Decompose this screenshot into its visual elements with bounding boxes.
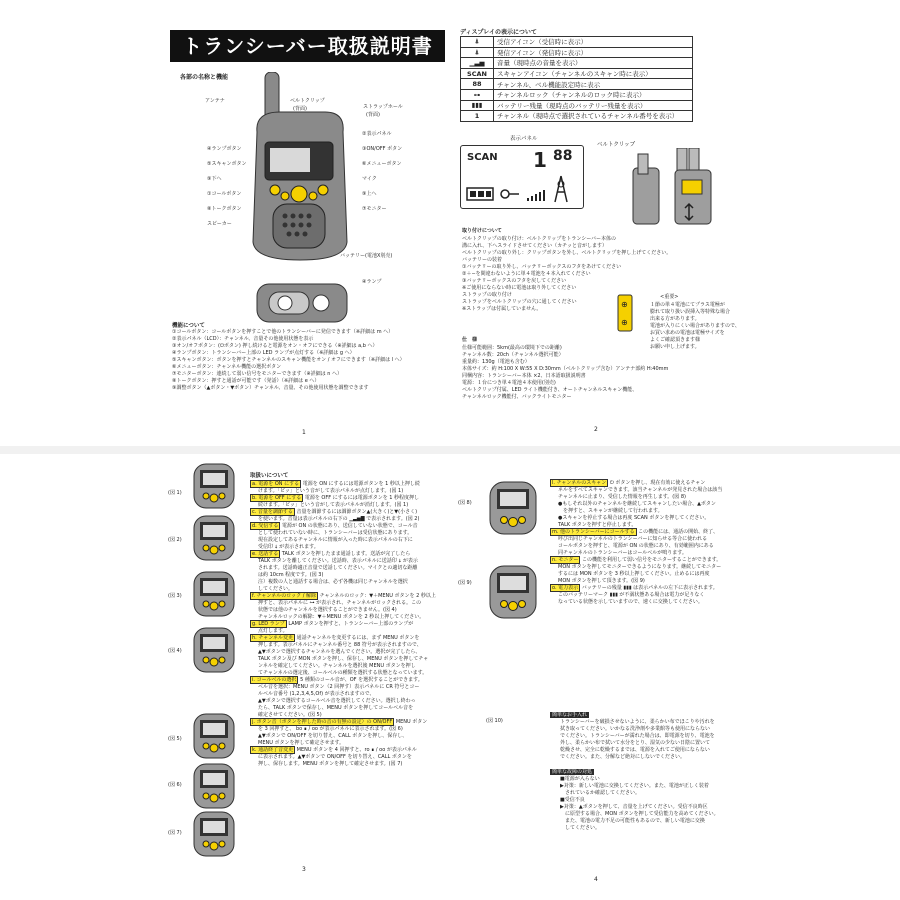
section-line: 電源を OFF にするには電源ボタンを 1 秒程度押し	[304, 495, 420, 501]
section-line: を押すと、スキャンが継続して行われます。	[558, 508, 663, 514]
section-label: b. 電源を OFF にする	[252, 495, 302, 501]
trouble-label: 簡単な故障の対処	[552, 769, 593, 775]
function-item: ⑤スキャンボタン：ボタンを押すとチャンネルのスキャン機能をオン / オフにできます（※詳細は l へ）	[172, 357, 405, 363]
section-label: m. 他のトランシーバーにコールする	[552, 529, 635, 535]
figure-label: (図 3)	[168, 593, 182, 599]
section-line: を使います。音量は表示パネルの右下の ▁▃▅▇ で表示されます。(図 2)	[258, 516, 420, 522]
figure-label: (図 8)	[458, 500, 472, 506]
spec-line: 同梱内容：トランシーバー本体 ×2、日本語取扱説明書	[462, 373, 586, 379]
lcd-number-text: 88	[553, 148, 573, 164]
volume-icon: ▁▃▅	[461, 58, 494, 69]
callout-belt-clip-back: (背面)	[293, 106, 307, 112]
callout-display-panel: ②表示パネル	[362, 131, 392, 137]
section-line: してください。	[258, 586, 294, 592]
device-figure	[490, 566, 536, 618]
caution-line: １節の単４電池にてプラス電極が	[650, 302, 725, 308]
display-icon-table	[460, 36, 693, 122]
table-row	[461, 37, 693, 48]
section-line: ▲▼ボタンで選択するコールベル音を選択してください。選択し終わっ	[258, 698, 416, 704]
rx-icon: ⍋	[461, 47, 494, 58]
section-line: LAMP ボタンを押すと、トランシーバー上部のランプが	[288, 621, 414, 627]
page-number: 3	[302, 866, 306, 873]
caution-line: お願い申し上げます。	[650, 344, 700, 350]
lcd-icons	[461, 146, 583, 208]
usage-heading: 取扱いについて	[250, 473, 289, 479]
callout-scan-button: ⑤スキャンボタン	[207, 161, 247, 167]
section-line: けます。「ピッ」という音がして表示パネルが点灯します。(図 1)	[258, 488, 404, 494]
function-item: ②表示パネル（LCD）：チャンネル、音量その他使用状態を表示	[172, 336, 314, 342]
display-heading: ディスプレイの表示について	[460, 29, 537, 36]
section-line: 注）複数の人と通話する場合は、必ず各機は同じチャンネルを選択	[258, 579, 408, 585]
spec-line: ベルトクリップ付属、LED ライト機能付き、オートチャンネルスキャン機能、	[462, 387, 638, 393]
section-line: たら、TALK ボタンで保存し、MENU ボタンを押してコールベル音を	[258, 705, 414, 711]
page-number: 1	[302, 429, 306, 436]
device-figure	[194, 714, 234, 758]
table-cell: 発信アイコン（発信時に表示）	[494, 47, 693, 58]
table-cell: スキャンアイコン（チャンネルのスキャン時に表示）	[494, 68, 693, 79]
callout-menu-button: ⑥メニューボタン	[362, 161, 402, 167]
callout-antenna: アンテナ	[205, 98, 225, 104]
section-line: MON ボタンを押してモニターできるようになります。継続してモニター	[558, 564, 722, 570]
install-line: ストラップの取り付け	[462, 292, 512, 298]
section-label: d. 受信する	[252, 523, 279, 529]
page-title: トランシーバー取扱説明書	[170, 30, 445, 62]
section-label: k. 通話終了音変更	[252, 747, 294, 753]
section-line: ⏻ ボタンを押し、現在有効に使えるチャン	[609, 480, 706, 486]
section-line: 状態では他のチャンネルを選択することができません。(図 4)	[258, 607, 397, 613]
section-line: を 3 回押すと、 bo ∎ / oo が表示パネルに表示されます。(図 6)	[258, 726, 403, 732]
section-label: h. チャンネル変更	[252, 635, 294, 641]
care-label: 簡単なお手入れ	[552, 712, 588, 718]
figure-label: (図 5)	[168, 736, 182, 742]
function-item: ⑨調整ボタン（▲ボタン・▼ボタン）チャンネル、音量、その他使用状態を調整できます	[172, 385, 369, 391]
section-line: は約 10cm 程度です。(図 3)	[258, 572, 324, 578]
caution-line: よくご確認頂きます様	[650, 337, 701, 343]
usage-sections	[250, 481, 450, 768]
section-line: 受信印 ⍋ が表示されます。	[258, 544, 319, 550]
install-heading: 取り付けについて	[462, 228, 502, 234]
spec-heading: 仕 様	[462, 337, 478, 343]
svg-text:⊕: ⊕	[621, 318, 628, 327]
callout-talk-button: ⑧トークボタン	[207, 206, 242, 212]
page-number: 2	[594, 426, 598, 433]
section-line: TALK ボタンを押したまま通話します。送話が完了したら	[281, 551, 411, 557]
antenna-tower-icon	[555, 176, 567, 202]
section-line: 続けます。「ピッ」という音がして表示パネルが消灯します。(図 1)	[258, 502, 409, 508]
callout-belt-clip: ベルトクリップ	[290, 98, 325, 104]
section-label: n. モニター	[552, 557, 579, 563]
section-line: ●もしそれ以外のチャンネルを継続してスキャンしたい場合、▲ボタン	[558, 501, 716, 507]
section-label: f. チャンネルのロック / 解除	[252, 593, 317, 599]
lcd-panel	[460, 145, 584, 209]
section-line: MENU ボタンを押して確定させます。	[258, 740, 345, 746]
trouble-line: ▶対策：新しい電池に交換してください。また、電池が正しく装着	[560, 783, 709, 789]
section-line: 押すと、表示パネルに ⊶ が表示され、チャンネルがロックされる。この	[258, 600, 422, 606]
section-line: てチャンネルの選定後、コールベルの種類を選択する状態となっています。	[258, 670, 428, 676]
figure-label: (図 10)	[486, 718, 503, 724]
belt-clip-illustration	[625, 148, 725, 228]
table-row	[461, 89, 693, 100]
section-line: チャンネルのロック：▼＋MENU ボタンを 2 秒以上	[319, 593, 436, 599]
section-line: MENU ボタン	[395, 719, 428, 725]
device-figure	[194, 764, 234, 808]
scan-icon: SCAN	[461, 68, 494, 79]
table-row	[461, 47, 693, 58]
trouble-line: してください。	[560, 825, 601, 831]
volume-bars-icon	[527, 190, 545, 201]
trouble-line: ■電源が入らない	[560, 776, 600, 782]
section-label: o. 電力表示	[552, 585, 579, 591]
caution-heading: <重要>	[660, 294, 679, 300]
callout-monitor: ⑦モニター	[362, 206, 387, 212]
section-line: ルベル音番号 (1,2,3,4,5,Of) が表示されますので、	[258, 691, 375, 697]
care-line: でください。トランシーバーが濡れた場合は、即電源を切り、電池を	[560, 733, 715, 739]
table-cell: チャンネルロック（チャンネルのロック時に表示）	[494, 89, 693, 100]
callout-strap-hole-back: (背面)	[366, 112, 380, 118]
callout-lamp: ④ランプ	[362, 279, 382, 285]
section-line: この機能には、通話の開始、終了、	[638, 529, 719, 535]
function-item: ①コールボタン：コールボタンを押すことで他のトランシーバーに発信できます（※詳細は m へ）	[172, 329, 394, 335]
section-label: c. 音量を調節する	[252, 509, 293, 515]
install-line: 溝に入れ、下へスライドさせてください（カチッと音がします）	[462, 243, 608, 249]
care-line: 外し、柔らかい布で拭いて水分をとり、湿気の少ない日陰に置いて	[560, 740, 711, 746]
spec-line: チャンネルロック機能付、バックライトモニター	[462, 394, 572, 400]
section-label: i. コールベルの選択	[252, 677, 297, 683]
section-line: ▲▼ボタンで ON/OFF を切り替え、CALL ボタンを押し、保存し、	[258, 733, 408, 739]
care-section	[550, 712, 750, 761]
figure-label: (図 9)	[458, 580, 472, 586]
callout-onoff-button: ③ON/OFF ボタン	[362, 146, 403, 152]
page-separator	[0, 446, 900, 454]
caution-line: 出来る方があります。	[650, 316, 700, 322]
install-line: ベルトクリップの取り外し：クリップボタンを外し、ベルトクリップを押し上げてください。	[462, 250, 672, 256]
section-line: 通話チャンネルを変更するには、まず MENU ボタンを	[296, 635, 420, 641]
install-line: ②＋−を間違わないように単４電池を４本入れてください	[462, 271, 591, 277]
lock-icon	[501, 190, 509, 198]
care-line: でください。また、分解など絶対にしないでください。	[560, 754, 686, 760]
belt-clip-label: ベルトクリップ	[597, 142, 636, 148]
device-figures-page4	[486, 478, 542, 638]
table-row	[461, 79, 693, 90]
function-item: ③オン/オフボタン：(⏻ボタン) 押し続けると電源をオン・オフにできる（※詳細は a,b へ）	[172, 343, 378, 349]
care-line: 乾燥させ、完全に乾燥するまでは、電源を入れてご使用にならない	[560, 747, 710, 753]
section-line: 点灯します。	[258, 628, 288, 634]
section-line: このバッテリーマーク ▮▮▮ が不満状態ある場合は電力が足りなく	[558, 592, 705, 598]
install-line: ①バッテリーの取り外し、バッテリーボックスのフタをあけてください	[462, 264, 622, 270]
install-line: ※ご使用にならない時に電池は取り外してください	[462, 285, 577, 291]
install-line: ③バッテリーボックスのフタを戻してください	[462, 278, 567, 284]
device-figure	[194, 572, 234, 616]
channel-number-icon: 1	[461, 111, 494, 122]
parts-heading: 各部の名称と機能	[180, 74, 229, 81]
trouble-line: に原型する場合、MON ボタンを押して受信能力を高めてください。	[560, 811, 719, 817]
spec-line: 本体サイズ：約 H:100 X W:55 X D:30mm（ベルトクリップ含む）アンテナ部約 H:40mm	[462, 366, 669, 372]
section-label: j. ボタン音（ボタンを押した時の音の有無の設定）の ON/OFF	[252, 719, 393, 725]
section-line: ンネルを確定してください。チャンネルを選択後 MENU ボタンを押し	[258, 663, 416, 669]
install-line: ストラップをベルトクリップの穴に通してください	[462, 299, 577, 305]
section-line: 確定させてください。(図 5)	[258, 712, 322, 718]
section-line: 押します。表示パネルにチャンネル番号と 88 符号が表示されますので、	[258, 642, 422, 648]
spec-line: 重量約：130g（電池も含む）	[462, 359, 530, 365]
function-item: ④ランプボタン：トランシーバー上部の LED ランプが点灯する（※詳細は g へ）	[172, 350, 355, 356]
callout-battery: バッテリー(電池Ⅹ別売)	[340, 253, 393, 259]
page4-sections	[550, 480, 750, 606]
section-line: MENU ボタンを 4 回押すと、ro ∎ / oo が表示パネル	[296, 747, 417, 753]
trouble-line: ■受信不良	[560, 797, 585, 803]
section-line: されます。送話時適正音量で送話してください。マイクとの適切な距離	[258, 565, 418, 571]
figure-label: (図 4)	[168, 648, 182, 654]
device-figure	[194, 464, 234, 508]
section-line: 5 種類のコール音が、OF を選択することができます。	[300, 677, 423, 683]
section-line: 音量を調節するには調節ボタン▲(大きく)と▼(小さく)	[296, 509, 418, 515]
lcd-scan-text: SCAN	[467, 152, 498, 163]
spec-line: 仕様可能範囲：5km(最高の環境下での距離)	[462, 345, 562, 351]
trouble-line: ▶対策：▲ボタンを押して、音量を上げてください。受信不良時区	[560, 804, 708, 810]
care-line: トランシーバーを破損させないように、柔らかい布でほこりや汚れを	[560, 719, 715, 725]
trouble-line: されているか確認してください。	[560, 790, 641, 796]
section-line: コールボタンを押すと、電源が ON の状態にあり、有効範囲内にある	[558, 543, 714, 549]
panel-label: 表示パネル	[510, 136, 538, 142]
trouble-line: また、電池の電力不足の可能性もあるので、新しい電池に交換	[560, 818, 705, 824]
section-line: 呼び出同じチャンネルのトランシーバーに知らせる等合に使われる	[558, 536, 708, 542]
functions-heading: 機能について	[172, 323, 205, 329]
function-item: ⑥メニューボタン：チャンネル機能の選択ボタン	[172, 364, 282, 370]
section-line: TALK ボタンを離してください。送話時、表示パネルに送話印 ⍋ が表示	[258, 558, 418, 564]
trouble-section	[550, 769, 750, 832]
table-cell: チャンネル、ベル機能設定時に表示	[494, 79, 693, 90]
callout-up: ⑨上へ	[362, 191, 377, 197]
caution-line: 膨れて取り扱い誤挿入等特殊な場合	[650, 309, 731, 315]
figure-label: (図 6)	[168, 782, 182, 788]
install-text	[462, 236, 671, 313]
section-line: に表示されます。▲▼ボタンで ON/OFF を切り替え、CALL ボタンを	[258, 754, 412, 760]
page-number: 4	[594, 876, 598, 883]
section-line: TALK ボタンを押すと停止します。	[558, 522, 637, 528]
section-line: ベル音を選択：MENU ボタン（2 回押す）表示パネルに CR 符号とコー	[258, 684, 420, 690]
functions-list	[172, 329, 405, 392]
table-cell: バッテリー残量（現時点のバッテリー残量を表示）	[494, 100, 693, 111]
figure-label: (図 1)	[168, 490, 182, 496]
function-item: ⑧トークボタン：押すと通話が可能です（発話）（※詳細は e へ）	[172, 378, 320, 384]
table-row	[461, 68, 693, 79]
table-row	[461, 100, 693, 111]
device-figure	[194, 628, 234, 672]
spec-line: 電源：１台につき単４電池４本使用(別売)	[462, 380, 556, 386]
section-line: ▲▼ボタンで選択するチャンネルを選んでください。選択が完了したら、	[258, 649, 421, 655]
svg-text:⊕: ⊕	[621, 300, 628, 309]
section-line: バッテリーの残量 ▮▮▮ は表示パネルの左下に表示されます。	[581, 585, 718, 591]
lcd-channel-text: 1	[533, 148, 547, 172]
lock-icon: ⊶	[461, 89, 494, 100]
caution-line: お買い求めの電池は電極サイズを	[650, 330, 725, 336]
table-row	[461, 58, 693, 69]
section-line: 電源が ON の状態にあり、送信していない状態で、コール音	[281, 523, 418, 529]
table-cell: 音量（現時点の音量を表示）	[494, 58, 693, 69]
install-line: ※ストラップは付属していません。	[462, 306, 542, 312]
install-line: バッテリーの装着	[462, 257, 503, 263]
spec-text	[462, 345, 668, 401]
section-line: チャンネルに止まり、受信した情報を再生します。(図 8)	[558, 494, 686, 500]
callout-lamp-button: ④ランプボタン	[207, 146, 242, 152]
section-line: 押し、保存します。MENU ボタンを押して確定させます。(図 7)	[258, 761, 403, 767]
section-label: a. 電源を ON にする	[252, 481, 300, 487]
table-cell: 受信アイコン（受信時に表示）	[494, 37, 693, 48]
section-label: l. チャンネルのスキャン	[552, 480, 607, 486]
device-figure	[490, 482, 536, 534]
figure-label: (図 7)	[168, 830, 182, 836]
section-line: この機能を利用して弱い信号をモニターすることができます。	[581, 557, 722, 563]
table-cell: チャンネル（現時点で選択されているチャンネル番号を表示）	[494, 111, 693, 122]
section-line: ネルをすべてスキャンできます。該当チャンネルが発見された場合は該当	[558, 487, 723, 493]
callout-down: ⑨下へ	[207, 176, 222, 182]
table-row	[461, 111, 693, 122]
device-figure	[194, 812, 234, 856]
section-line: として使われていない時に、トランシーバーは受信状態にあります。	[258, 530, 413, 536]
care-line: 拭き取ってください。いかなる洗浄剤や多業館等も使用にならない	[560, 726, 711, 732]
section-line: 現在設定してあるチャンネルに情報が入った時に表示パネルの右下に	[258, 537, 413, 543]
channel-digits-icon: 88	[461, 79, 494, 90]
section-line: MON ボタンを押して頂きます。(図 9)	[558, 578, 645, 584]
section-line: 同チャンネルのトランシーバーはコールベルが鳴ります。	[558, 550, 687, 556]
install-line: ベルトクリップの取り付け：ベルトクリップをトランシーバー本体の	[462, 236, 617, 242]
section-line: チャンネルロックの解除：▼＋MENU ボタンを 2 秒以上押してください。	[258, 614, 425, 620]
section-line: ●スキャンを停止する場合は再度 SCAN ボタンを押してください。	[558, 515, 710, 521]
tx-icon: ⍋	[461, 37, 494, 48]
callout-mic: マイク	[362, 176, 377, 182]
battery-icon: ▮▮▮	[461, 100, 494, 111]
callout-call-button: ①コールボタン	[207, 191, 242, 197]
lamp-top-illustration	[255, 276, 350, 326]
device-figure	[194, 516, 234, 560]
section-line: 電源を ON にするには電源ボタンを 1 秒以上押し続	[302, 481, 420, 487]
callout-strap-hole: ストラップホール	[363, 104, 403, 110]
figure-label: (図 2)	[168, 537, 182, 543]
section-line: TALK ボタン及び MON ボタンを押し、保存し、MENU ボタンを押してチャ	[258, 656, 429, 662]
device-figures-page3	[190, 462, 240, 862]
spec-line: チャンネル数：20ch（チャンネル選択可能）	[462, 352, 564, 358]
section-line: なっている状態を示していますので、速くに交換してください。	[558, 599, 703, 605]
section-label: e. 送話する	[252, 551, 279, 557]
function-item: ⑦モニターボタン：連続して弱い信号をモニターできます（※詳細は n へ）	[172, 371, 343, 377]
caution-line: 電池が入りにくい場合がありますので、	[650, 323, 740, 329]
caution-text	[650, 302, 740, 351]
callout-speaker: スピーカー	[207, 221, 232, 227]
battery-illustration	[614, 293, 638, 333]
section-line: するには MON ボタンを 3 秒以上押してください。止めるには再度	[558, 571, 710, 577]
section-label: g. LED ランプ	[252, 621, 285, 627]
